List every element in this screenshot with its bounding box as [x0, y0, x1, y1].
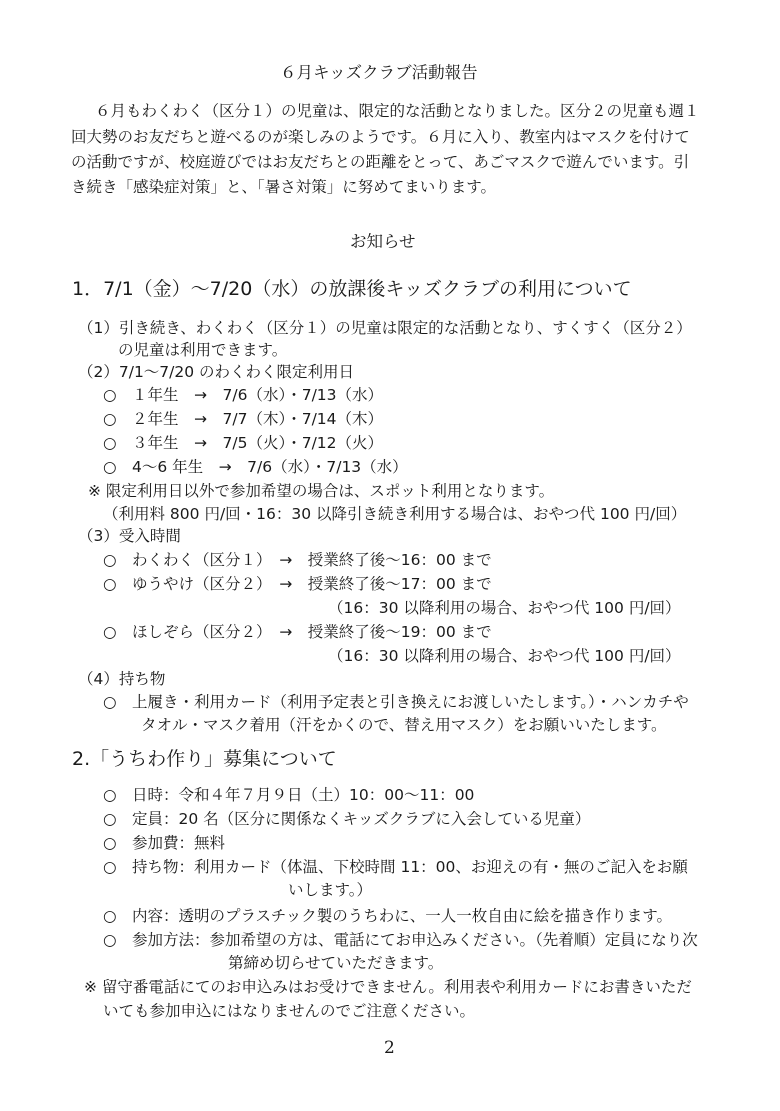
list-item: ○ ３年生 → 7/5（火）・7/12（火）	[103, 434, 384, 452]
note-line: いても参加申込にはなりませんのでご注意ください。	[103, 1002, 476, 1020]
page-number: 2	[384, 1038, 395, 1058]
list-item: ○ ほしぞら（区分２） → 授業終了後～19：00 まで	[103, 623, 492, 641]
list-item-note: （16：30 以降利用の場合、おやつ代 100 円/回）	[328, 647, 681, 665]
list-item: ○ １年生 → 7/6（水）・7/13（水）	[103, 386, 384, 404]
section1-heading: 1．7/1（金）～7/20（水）の放課後キッズクラブの利用について	[72, 278, 632, 300]
list-item: ○ 定員：20 名（区分に関係なくキッズクラブに入会している児童）	[103, 810, 591, 828]
notice-heading: お知らせ	[350, 232, 416, 251]
intro-line: ６月もわくわく（区分１）の児童は、限定的な活動となりました。区分２の児童も週１	[95, 102, 700, 120]
intro-line: の活動ですが、校庭遊びではお友だちとの距離をとって、あごマスクで遊んでいます。引	[71, 153, 690, 171]
list-item: ○ 4～6 年生 → 7/6（水）・7/13（水）	[103, 458, 408, 476]
note-line: ※ 限定利用日以外で参加希望の場合は、スポット利用となります。	[88, 482, 555, 500]
list-item: ○ 参加費：無料	[103, 834, 226, 852]
item4-heading: （4）持ち物	[78, 670, 166, 688]
item3-heading: （3）受入時間	[78, 527, 181, 545]
intro-line: き続き「感染症対策」と、「暑さ対策」に努めてまいります。	[71, 178, 497, 196]
note-line: ※ 留守番電話にてのお申込みはお受けできません。利用表や利用カードにお書きいただ	[84, 978, 692, 996]
list-item: ○ 持ち物：利用カード（体温、下校時間 11：00、お迎えの有・無のご記入をお願	[103, 858, 688, 876]
list-item-note: （16：30 以降利用の場合、おやつ代 100 円/回）	[328, 599, 681, 617]
list-item-continuation: 第締め切らせていただきます。	[228, 954, 444, 972]
list-item: ○ 参加方法：参加希望の方は、電話にてお申込みください。（先着順）定員になり次	[103, 931, 698, 949]
list-item: ○ 日時：令和４年７月９日（土）10：00～11：00	[103, 786, 475, 804]
list-item-continuation: タオル・マスク着用（汗をかくので、替え用マスク）をお願いいたします。	[141, 716, 667, 734]
list-item: ○ ２年生 → 7/7（木）・7/14（木）	[103, 410, 384, 428]
item1-line: の児童は利用できます。	[118, 341, 288, 359]
report-title: ６月キッズクラブ活動報告	[280, 63, 478, 82]
note-line: （利用料 800 円/回・16：30 以降引き続き利用する場合は、おやつ代 100 円/回）	[103, 505, 687, 523]
list-item: ○ 上履き・利用カード（利用予定表と引き換えにお渡しいたします。）・ハンカチや	[103, 693, 689, 711]
item1-line: （1）引き続き、わくわく（区分１）の児童は限定的な活動となり、すくすく（区分２）	[78, 319, 692, 337]
list-item: ○ 内容：透明のプラスチック製のうちわに、一人一枚自由に絵を描き作ります。	[103, 907, 673, 925]
section2-heading: 2.「うちわ作り」募集について	[72, 748, 337, 770]
list-item-continuation: いします。）	[288, 881, 373, 899]
item2-heading: （2）7/1～7/20 のわくわく限定利用日	[78, 363, 355, 381]
list-item: ○ わくわく（区分１） → 授業終了後～16：00 まで	[103, 551, 492, 569]
list-item: ○ ゆうやけ（区分２） → 授業終了後～17：00 まで	[103, 575, 492, 593]
intro-line: 回大勢のお友だちと遊べるのが楽しみのようです。６月に入り、教室内はマスクを付けて	[71, 128, 690, 146]
